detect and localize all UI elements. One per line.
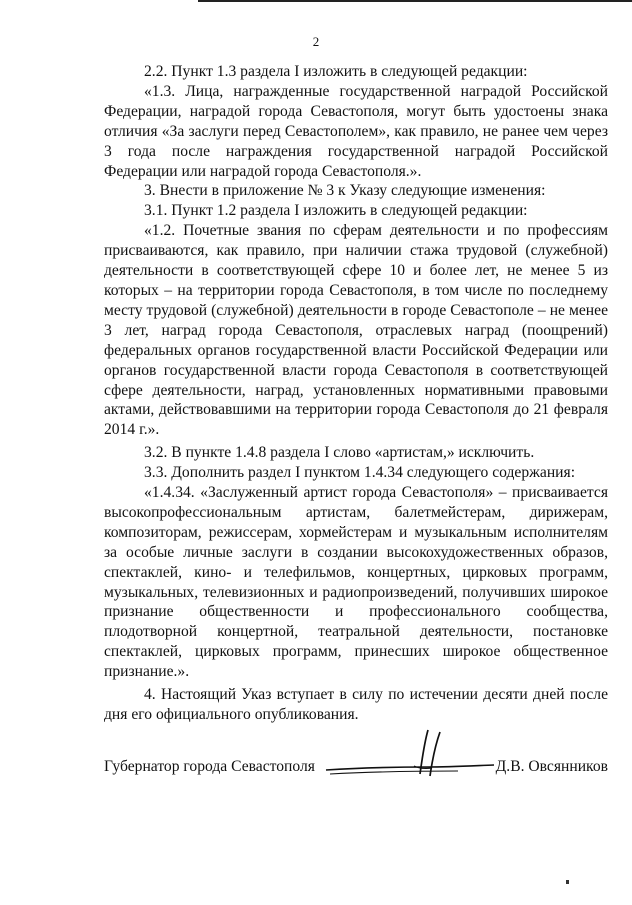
signature-block (104, 752, 608, 782)
top-border-line (198, 0, 632, 2)
handwritten-signature (318, 726, 498, 786)
page-number: 2 (312, 34, 320, 49)
paragraph-4: 4. Настоящий Указ вступает в силу по истечении десяти дней после дня его официального опубликования. (104, 686, 608, 723)
paragraph-3-3: 3.3. Дополнить раздел I пунктом 1.4.34 следующего содержания: (144, 464, 576, 482)
paragraph-1-2-text: «1.2. Почетные звания по сферам деятельности и по профессиям присваиваются, как правило, при наличии стажа трудовой (служебной) деятельности в соответствующей сфере 10 и более лет, не менее 5 из которых – на территории города Севастополя, в том числе по последнему месту трудовой (служебной) деятельности в городе Севастополе – не менее 3 лет, наград города Севастополя, отраслевых наград (поощрений) федеральных органов государственной власти Российской Федерации или органов государственной власти города Севастополя в соответствующей сфере деятельности, наград, установленных нормативными правовыми актами, действовавшими на территории города Севастополя до 21 февраля 2014 г.». (104, 222, 608, 439)
signatory-title: Губернатор города Севастополя (104, 758, 315, 775)
paragraph-1-4-34-text: «1.4.34. «Заслуженный артист города Севастополя» – присваивается высокопрофессиональным артистам, балетмейстерам, дирижерам, композиторам, режиссерам, хормейстерам и музыкальным исполнителям за особые личные заслуги в создании высокохудожественных образов, спектаклей, кино- и телефильмов, концертных, цирковых программ, музыкальных, телевизионных и радиопроизведений, получивших широкое признание общественности и профессионального сообщества, плодотворной концертной, театральной деятельности, постановке спектаклей, цирковых программ, принесших широкое общественное признание.». (104, 484, 608, 681)
paragraph-2-2: 2.2. Пункт 1.3 раздела I изложить в следующей редакции: (144, 63, 528, 80)
document-body (104, 62, 608, 725)
paragraph-3-1: 3.1. Пункт 1.2 раздела I изложить в следующей редакции: (144, 202, 528, 220)
paragraph-1-3-text: «1.3. Лица, награжденные государственной наградой Российской Федерации, наградой города Севастополя, могут быть удостоены знака отличия «За заслуги перед Севастополем», как правило, не ранее чем через 3 года после награждения государственной наградой Российской Федерации или наградой города Севастополя.». (104, 82, 608, 180)
paragraph-3: 3. Внести в приложение № 3 к Указу следующие изменения: (144, 182, 546, 200)
signatory-name: Д.В. Овсянников (495, 758, 608, 775)
scan-speck (566, 880, 569, 884)
paragraph-3-2: 3.2. В пункте 1.4.8 раздела I слово «артистам,» исключить. (144, 444, 535, 462)
